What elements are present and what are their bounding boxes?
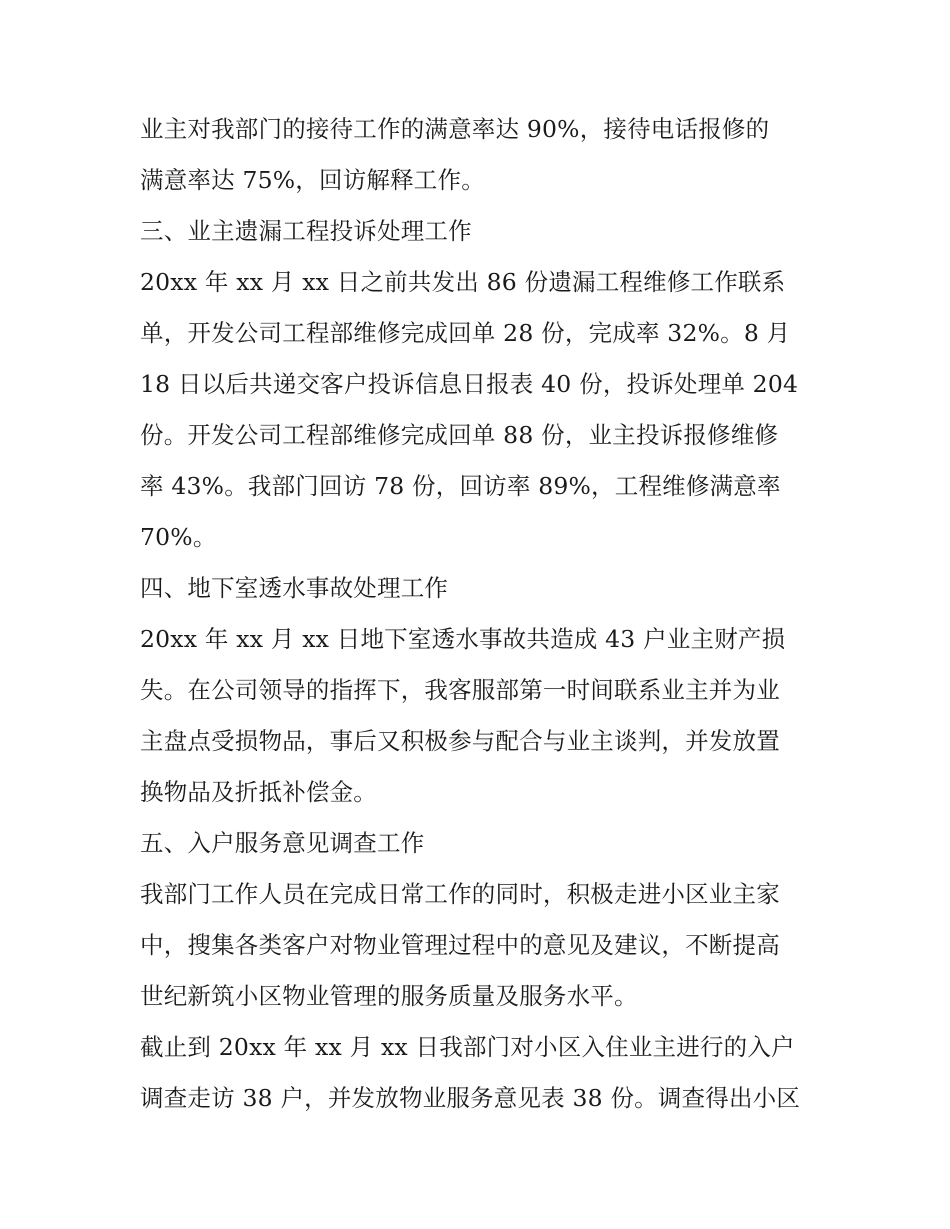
text-line: 率 43%。我部门回访 78 份，回访率 89%，工程维修满意率 bbox=[140, 472, 781, 500]
text-line: 主盘点受损物品，事后又积极参与配合与业主谈判，并发放置 bbox=[140, 727, 780, 755]
document-body bbox=[140, 104, 820, 1124]
text-line: 中，搜集各类客户对物业管理过程中的意见及建议，不断提高 bbox=[140, 931, 780, 959]
text-line: 我部门工作人员在完成日常工作的同时，积极走进小区业主家 bbox=[140, 880, 780, 908]
text-line: 截止到 20xx 年 xx 月 xx 日我部门对小区入住业主进行的入户 bbox=[140, 1033, 795, 1061]
section-heading: 四、地下室透水事故处理工作 bbox=[140, 574, 449, 602]
text-line: 世纪新筑小区物业管理的服务质量及服务水平。 bbox=[140, 982, 638, 1010]
text-line: 份。开发公司工程部维修完成回单 88 份，业主投诉报修维修 bbox=[140, 421, 779, 449]
text-line: 调查走访 38 户，并发放物业服务意见表 38 份。调查得出小区 bbox=[140, 1084, 801, 1112]
text-line: 18 日以后共递交客户投诉信息日报表 40 份，投诉处理单 204 bbox=[140, 370, 799, 398]
text-line: 失。在公司领导的指挥下，我客服部第一时间联系业主并为业 bbox=[140, 676, 780, 704]
text-line: 换物品及折抵补偿金。 bbox=[140, 778, 377, 806]
text-line: 70%。 bbox=[140, 523, 217, 551]
section-heading: 三、业主遗漏工程投诉处理工作 bbox=[140, 217, 472, 245]
text-line: 20xx 年 xx 月 xx 日地下室透水事故共造成 43 户业主财产损 bbox=[140, 625, 786, 653]
text-line: 20xx 年 xx 月 xx 日之前共发出 86 份遗漏工程维修工作联系 bbox=[140, 268, 786, 296]
text-line: 满意率达 75%，回访解释工作。 bbox=[140, 166, 485, 194]
text-line: 业主对我部门的接待工作的满意率达 90%，接待电话报修的 bbox=[140, 115, 770, 143]
text-line: 单，开发公司工程部维修完成回单 28 份，完成率 32%。8 月 bbox=[140, 319, 791, 347]
section-heading: 五、入户服务意见调查工作 bbox=[140, 829, 425, 857]
